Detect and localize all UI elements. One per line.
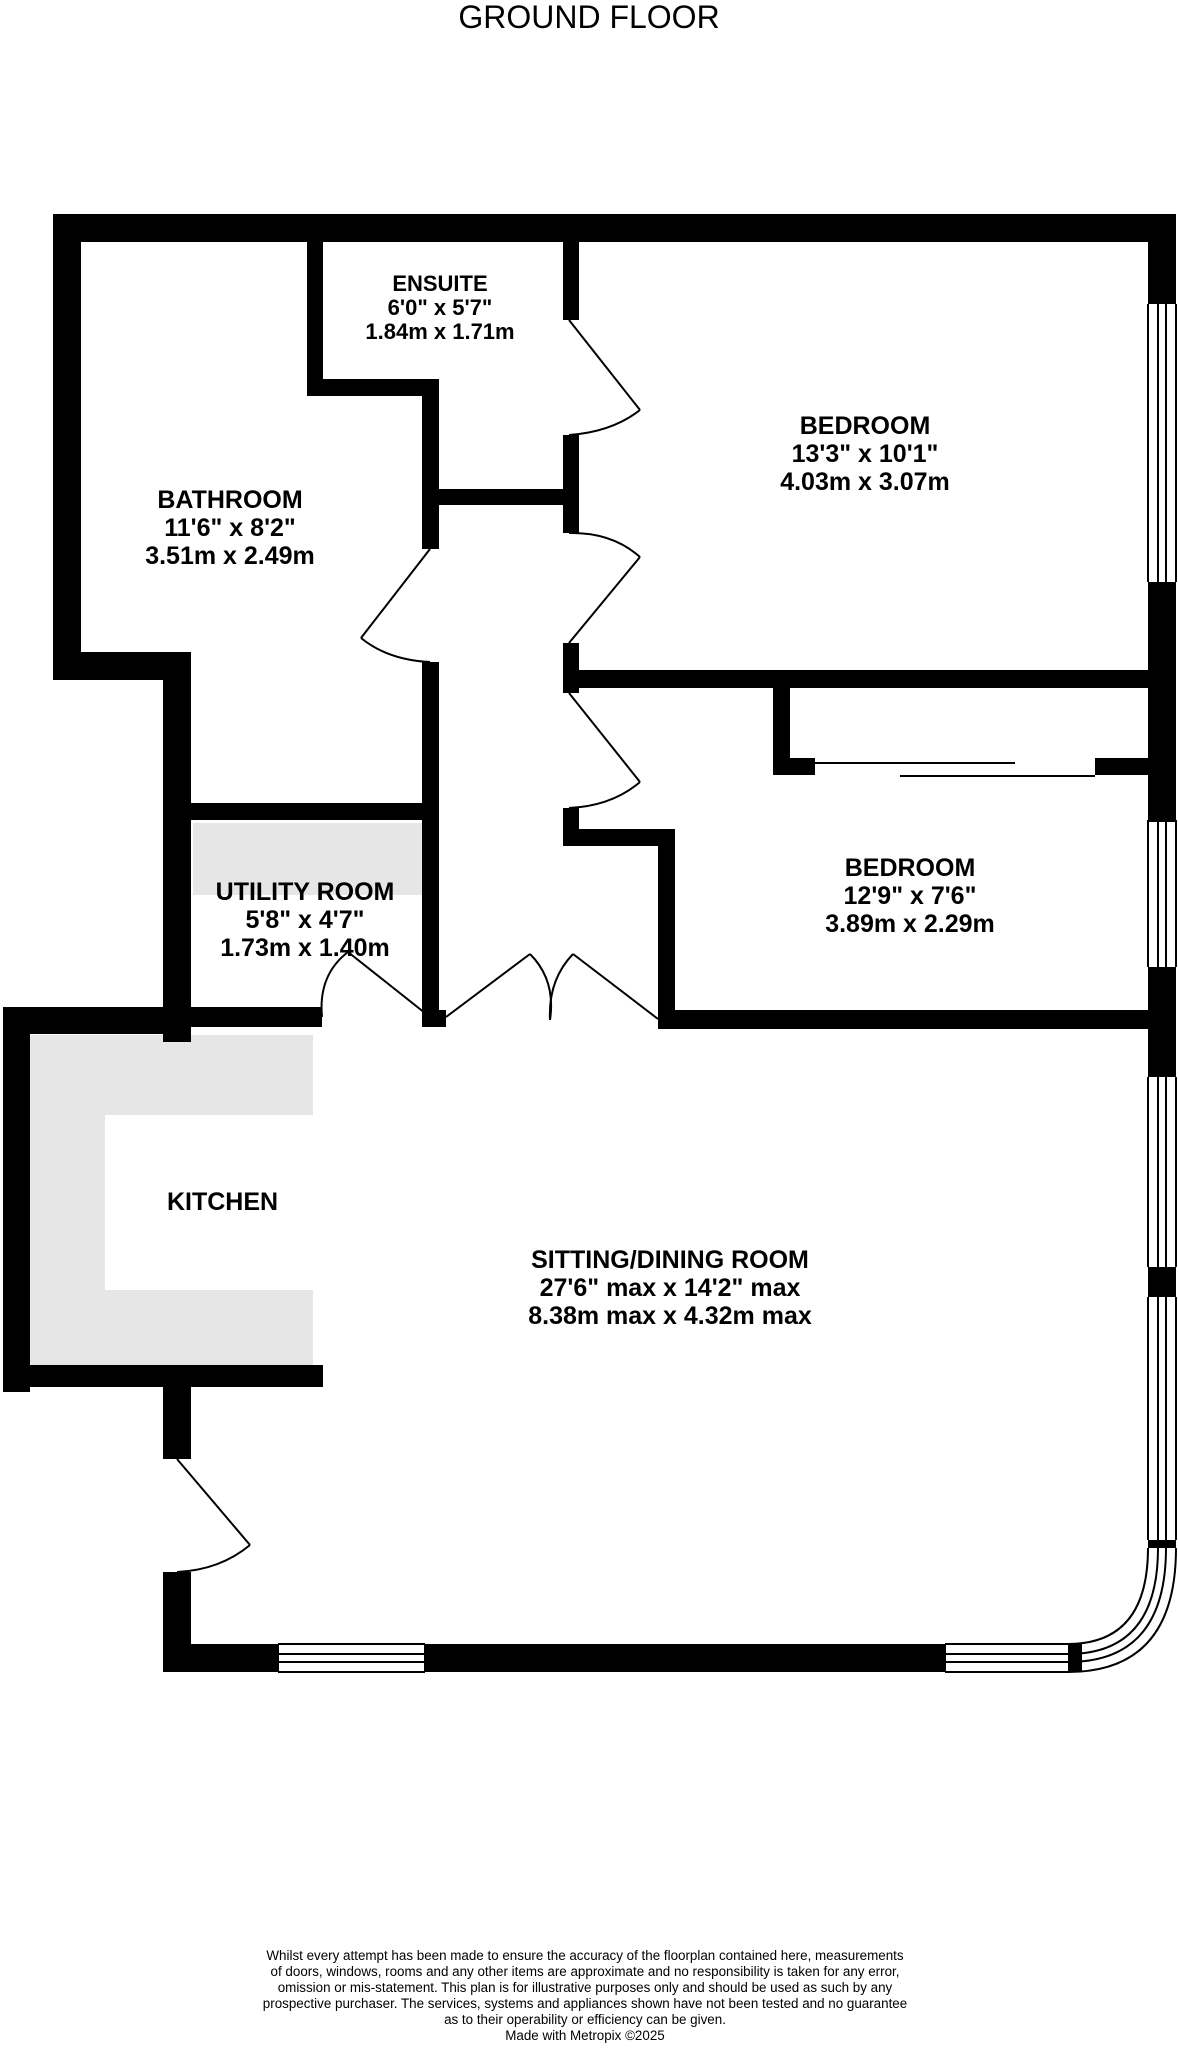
window-bottom-right (945, 1644, 1068, 1672)
room-label-utility-room (185, 878, 425, 962)
room-label-bedroom-1 (730, 412, 1000, 496)
door-hall-double[interactable] (446, 954, 658, 1020)
room-metric: 1.84m x 1.71m (365, 319, 515, 344)
room-imperial: 13'3" x 10'1" (791, 440, 939, 468)
disclaimer (200, 1948, 970, 2044)
room-name: UTILITY ROOM (215, 878, 395, 906)
door-entrance[interactable] (177, 1459, 250, 1572)
room-label-ensuite (340, 272, 540, 344)
door-ensuite[interactable] (569, 320, 640, 435)
disclaimer-line: omission or mis-statement. This plan is for illustrative purposes only and should be used as such by any (277, 1980, 893, 1995)
room-metric: 1.73m x 1.40m (220, 934, 390, 962)
room-metric: 3.89m x 2.29m (825, 910, 995, 938)
credit-line: Made with Metropix ©2025 (505, 2028, 665, 2043)
room-imperial: 5'8" x 4'7" (245, 906, 365, 934)
room-metric: 8.38m max x 4.32m max (528, 1302, 812, 1330)
room-label-bedroom-2 (780, 854, 1040, 938)
plan-title: GROUND FLOOR (458, 0, 720, 35)
room-name: BATHROOM (157, 486, 303, 514)
room-metric: 3.51m x 2.49m (145, 542, 315, 570)
room-imperial: 11'6" x 8'2" (164, 514, 296, 542)
window-bedroom-1 (1148, 304, 1176, 582)
room-label-kitchen (140, 1188, 305, 1216)
window-sitting-right-lower (1148, 1297, 1176, 1540)
room-name: BEDROOM (844, 854, 976, 882)
door-bedroom-1[interactable] (569, 533, 640, 643)
door-bedroom-2[interactable] (569, 693, 640, 808)
room-imperial: 12'9" x 7'6" (843, 882, 977, 910)
window-sitting-right-upper (1148, 1077, 1176, 1267)
disclaimer-line: of doors, windows, rooms and any other items are approximate and no responsibility is taken for any error, (270, 1964, 900, 1979)
window-curved-bay (1068, 1548, 1176, 1672)
room-name: KITCHEN (166, 1188, 279, 1216)
window-bedroom-2 (1148, 820, 1176, 967)
disclaimer-line: as to their operability or efficiency can be given. (444, 2012, 726, 2027)
room-name: ENSUITE (392, 271, 488, 296)
room-metric: 4.03m x 3.07m (780, 468, 950, 496)
door-bathroom[interactable] (361, 549, 430, 662)
room-imperial: 6'0" x 5'7" (387, 295, 493, 320)
room-label-bathroom (105, 486, 355, 570)
room-name: SITTING/DINING ROOM (531, 1246, 809, 1274)
disclaimer-line: Whilst every attempt has been made to ensure the accuracy of the floorplan contained here, measurements (266, 1948, 904, 1963)
room-name: BEDROOM (799, 412, 931, 440)
wardrobe-sliding-doors (815, 763, 1095, 776)
disclaimer-line: prospective purchaser. The services, systems and appliances shown have not been tested and no guarantee (262, 1996, 908, 2011)
window-bottom-left (278, 1644, 425, 1672)
room-label-sitting-dining (480, 1246, 860, 1330)
windows (278, 304, 1176, 1672)
room-imperial: 27'6" max x 14'2" max (539, 1274, 801, 1302)
